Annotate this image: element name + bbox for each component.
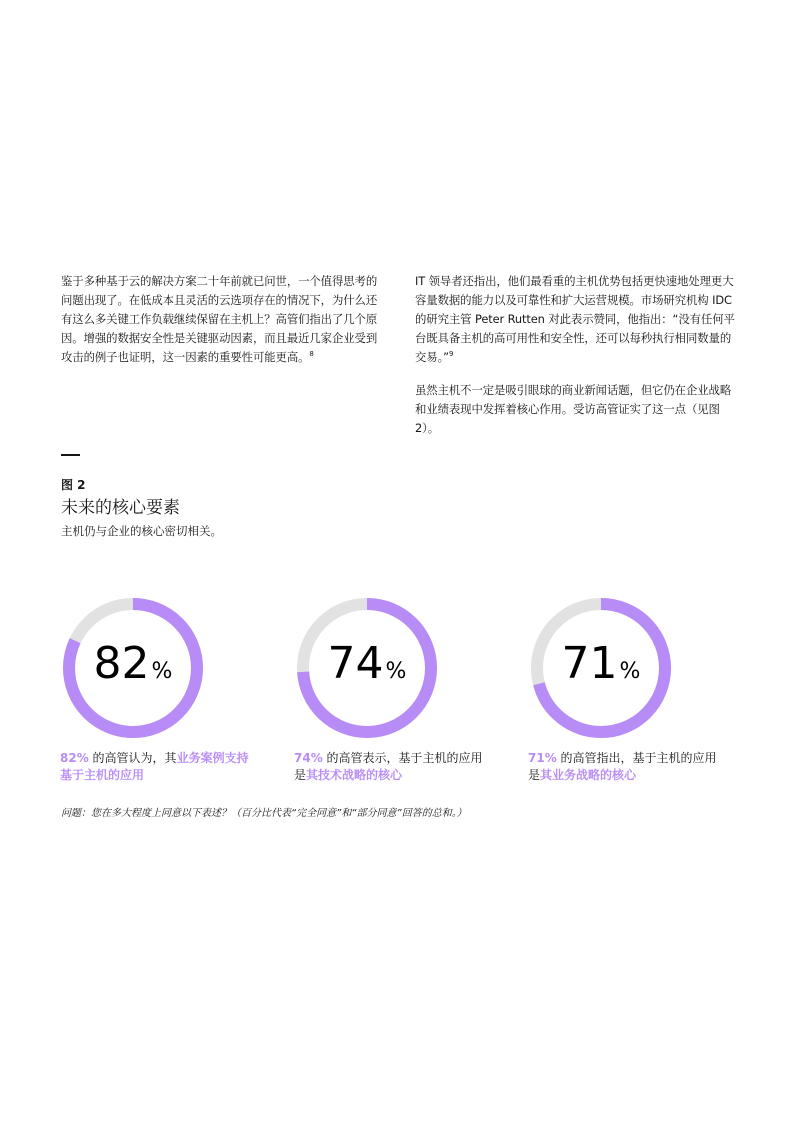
caption-lead: 71% [528,751,557,765]
donut-chart-71 [528,595,674,741]
caption-text: 的高管指出，基于主机的应用是 [528,751,717,782]
caption-lead: 74% [294,751,323,765]
stat-unit: % [385,659,407,684]
stat-value [528,639,674,697]
stat-value [294,639,440,697]
figure-title: 未来的核心要素 [61,498,180,518]
right-column [415,272,740,438]
donut-chart-74 [294,595,440,741]
stat-caption-2 [294,750,494,784]
stat-unit: % [151,659,173,684]
stat-caption-1 [60,750,260,784]
left-column [61,272,379,367]
section-divider [61,454,80,456]
caption-highlight: 其业务战略的核心 [540,768,637,782]
stat-value [60,639,206,697]
figure-label: 图 2 [61,478,86,492]
caption-highlight: 业务案例支持基于主机的应用 [60,751,249,782]
stat-number: 71 [561,638,618,689]
stat-number: 74 [327,638,384,689]
caption-text: 的高管认为，其 [88,751,177,765]
footnote-ref: 8 [309,350,314,358]
right-paragraph-1: IT 领导者还指出，他们最看重的主机优势包括更快速地处理更大容量数据的能力以及可靠性和扩大运营规模。市场研究机构 IDC 的研究主管 Peter Rutten 对此表示赞同，他指出：“没有任何平台既具备主机的高可用性和安全性，还可以每秒执行相同数量的交易。”$^9$ [415,274,735,364]
caption-text: 的高管表示，基于主机的应用是 [294,751,483,782]
caption-lead: 82% [60,751,89,765]
survey-question-note: 问题：您在多大程度上同意以下表述？（百分比代表“完全同意”和“部分同意”回答的总和。） [61,808,467,819]
stat-number: 82 [93,638,150,689]
left-paragraph: 鉴于多种基于云的解决方案二十年前就已问世，一个值得思考的问题出现了。在低成本且灵活的云选项存在的情况下，为什么还有这么多关键工作负载继续保留在主机上？高管们指出了几个原因。增强的数据安全性是关键驱动因素，而且最近几家企业受到攻击的例子也证明，这一因素的重要性可能更高。$^8$ [61,274,378,364]
stat-unit: % [619,659,641,684]
figure-subtitle: 主机仍与企业的核心密切相关。 [61,524,222,538]
donut-chart-82 [60,595,206,741]
footnote-ref: 9 [448,350,454,358]
caption-highlight: 其技术战略的核心 [306,768,403,782]
right-paragraph-2: 虽然主机不一定是吸引眼球的商业新闻话题，但它仍在企业战略和业绩表现中发挥着核心作用。受访高管证实了这一点（见图 2）。 [415,383,732,435]
stat-caption-3 [528,750,728,784]
